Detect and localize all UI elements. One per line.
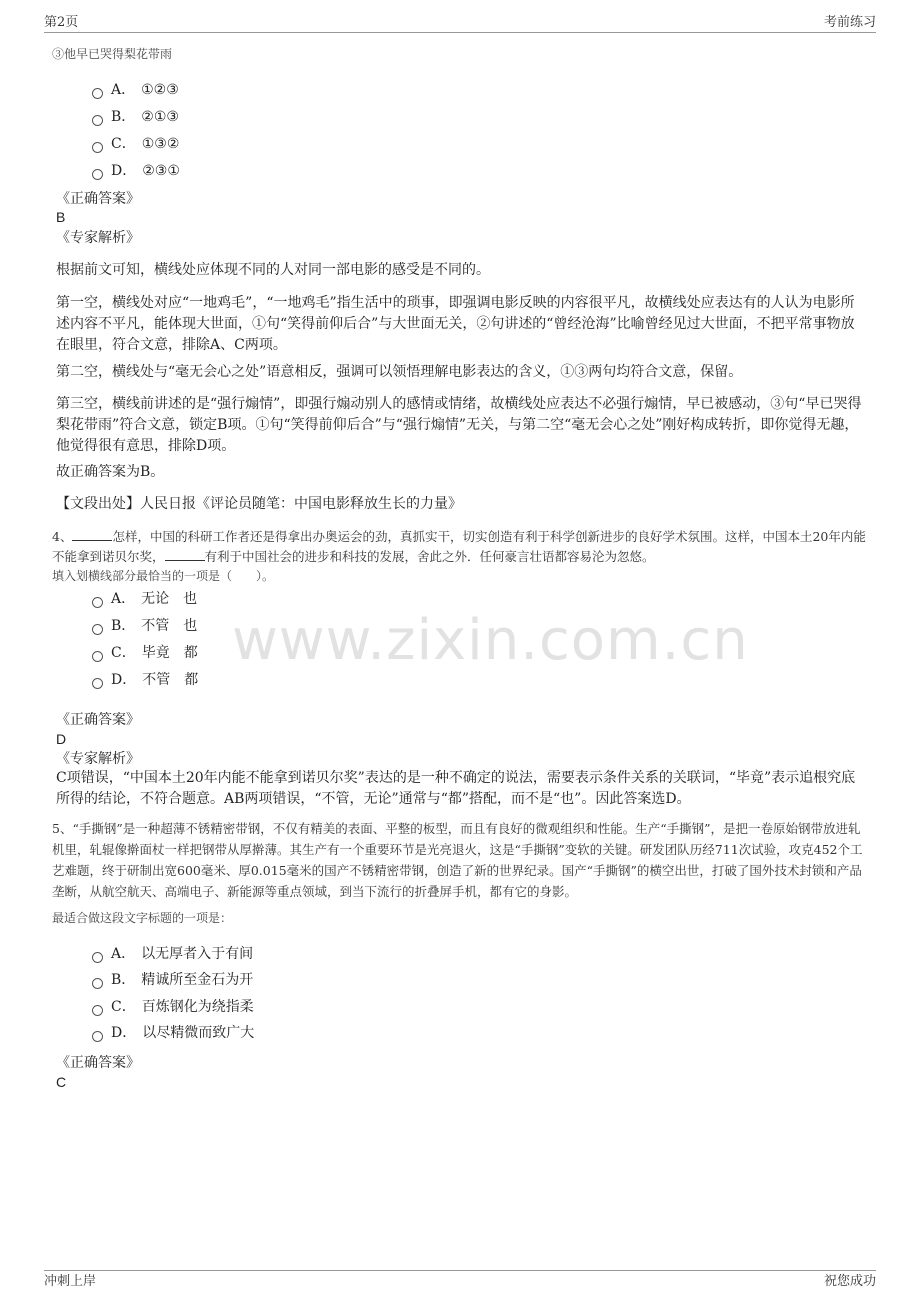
option-text: ①②③: [141, 82, 179, 98]
q4-option-b[interactable]: [92, 616, 197, 636]
q4-answer-title: 《正确答案》: [56, 712, 140, 728]
radio-icon[interactable]: [92, 169, 103, 180]
radio-icon[interactable]: [92, 651, 103, 662]
page-footer: [44, 1270, 876, 1289]
q4-analysis-title: 《专家解析》: [56, 751, 140, 767]
option-label: B．: [111, 618, 136, 634]
q3-option-c[interactable]: [92, 134, 179, 154]
option-text: 以无厚者入于有间: [141, 946, 254, 962]
q3-analysis-p2: 第一空，横线处对应“一地鸡毛”，“一地鸡毛”指生活中的琐事，即强调电影反映的内容很平凡，故横线处应表达有的人认为电影所述内容不平凡，能体现大世面，①句“笑得前仰后合”与大世面无关，②句讲述的“曾经沧海”比喻曾经见过大世面，不把平常事物放在眼里，符合文意，排除A、C两项。: [56, 295, 855, 353]
q3-source: 【文段出处】人民日报《评论员随笔：中国电影释放生长的力量》: [56, 496, 462, 512]
q3-answer: B: [56, 209, 66, 225]
radio-icon[interactable]: [92, 115, 103, 126]
option-label: D．: [111, 672, 137, 688]
option-text: 毕竟 都: [141, 645, 198, 661]
q5-option-b[interactable]: [92, 970, 253, 990]
page-number: 第2页: [44, 15, 79, 30]
q4-stem: [52, 527, 870, 567]
option-label: A．: [111, 591, 136, 607]
q5-stem: 5、“手撕钢”是一种超薄不锈精密带钢，不仅有精美的表面、平整的板型，而且有良好的微观组织和性能。生产“手撕钢”，是把一卷原始钢带放进轧机里，轧辊像擀面杖一样把钢带从厚擀薄。其生产有一个重要环节是光亮退火，这是“手撕钢”变软的关键。研发团队历经711次试验，攻克452个工艺难题，终于研制出宽600毫米、厚0.015毫米的国产不锈精密带钢，创造了新的世界纪录。国产“手撕钢”的横空出世，打破了国外技术封锁和产品垄断，从航空航天、高端电子、新能源等重点领域，到当下流行的折叠屏手机，都有它的身影。: [52, 821, 863, 899]
q5-answer: C: [56, 1074, 67, 1090]
radio-icon[interactable]: [92, 88, 103, 99]
option-label: A．: [111, 82, 136, 98]
q3-option-a[interactable]: [92, 80, 179, 100]
header-title: 考前练习: [823, 15, 876, 30]
radio-icon[interactable]: [92, 1031, 103, 1042]
option-text: ②③①: [142, 163, 180, 179]
q3-analysis-p1: 根据前文可知，横线处应体现不同的人对同一部电影的感受是不同的。: [56, 262, 490, 278]
blank-2: [165, 548, 205, 561]
q5-option-c[interactable]: [92, 997, 254, 1017]
watermark: www.zixin.com.cn: [232, 608, 749, 673]
option-text: ①③②: [141, 136, 180, 152]
radio-icon[interactable]: [92, 624, 103, 635]
option-label: C．: [111, 999, 136, 1015]
option-label: B．: [111, 972, 136, 988]
q4-text-b: 有利于中国社会的进步和科技的发展，舍此之外．任何豪言壮语都容易沦为忽悠。: [204, 549, 655, 564]
radio-icon[interactable]: [92, 978, 103, 989]
option-text: 百炼钢化为绕指柔: [141, 999, 254, 1015]
radio-icon[interactable]: [92, 678, 103, 689]
q4-analysis: C项错误，“中国本土20年内能不能拿到诺贝尔奖”表达的是一种不确定的说法，需要表示条件关系的关联词，“毕竟”表示追根究底所得的结论，不符合题意。AB两项错误，“不管，无论”通常与“都”搭配，而不是“也”。因此答案选D。: [56, 770, 856, 807]
q5-option-a[interactable]: [92, 944, 253, 964]
radio-icon[interactable]: [92, 1005, 103, 1016]
option-text: 不管 也: [141, 618, 198, 634]
option-label: A．: [111, 946, 136, 962]
option-label: C．: [111, 645, 136, 661]
q4-option-c[interactable]: [92, 643, 198, 663]
option-label: D．: [111, 163, 137, 179]
q3-option-d[interactable]: [92, 161, 180, 181]
q5-answer-title: 《正确答案》: [56, 1055, 140, 1071]
q5-prompt: 最适合做这段文字标题的一项是：: [52, 911, 233, 925]
q3-answer-title: 《正确答案》: [56, 191, 140, 207]
option-text: 无论 也: [141, 591, 198, 607]
page-header: [44, 14, 876, 33]
option-label: C．: [111, 136, 136, 152]
question-number: 4、: [52, 529, 73, 544]
radio-icon[interactable]: [92, 597, 103, 608]
q4-answer: D: [56, 731, 67, 747]
q4-option-d[interactable]: [92, 670, 198, 690]
q3-option-b[interactable]: [92, 107, 179, 127]
q3-tail-line: ③他早已哭得梨花带雨: [52, 47, 173, 61]
blank-1: [72, 528, 112, 541]
q3-analysis-p3: 第二空，横线处与“毫无会心之处”语意相反，强调可以领悟理解电影表达的含义，①③两句均符合文意，保留。: [56, 364, 743, 380]
option-text: 精诚所至金石为开: [141, 972, 254, 988]
option-text: 不管 都: [142, 672, 199, 688]
option-label: D．: [111, 1025, 137, 1041]
q4-prompt: 填入划横线部分最恰当的一项是（ ）。: [52, 569, 275, 583]
radio-icon[interactable]: [92, 142, 103, 153]
footer-right: 祝您成功: [823, 1274, 876, 1289]
footer-left: 冲刺上岸: [44, 1274, 97, 1289]
q5-option-d[interactable]: [92, 1023, 254, 1043]
radio-icon[interactable]: [92, 952, 103, 963]
q3-analysis-p5: 故正确答案为B。: [56, 464, 165, 480]
q4-option-a[interactable]: [92, 589, 197, 609]
option-text: 以尽精微而致广大: [142, 1025, 255, 1041]
q4-text-a: 怎样，中国的科研工作者还是得拿出办奥运会的劲，真抓实干，切实创造有利于科学创新进步的良好学术氛围。这样，中国本土20年内能不能拿到诺贝尔奖，: [52, 529, 866, 564]
q3-analysis-title: 《专家解析》: [56, 230, 140, 246]
option-text: ②①③: [141, 109, 179, 125]
q3-analysis-p4: 第三空，横线前讲述的是“强行煽情”，即强行煽动别人的感情或情绪，故横线处应表达不必强行煽情，早已被感动，③句“早已哭得梨花带雨”符合文意，锁定B项。①句“笑得前仰后合”与“强行煽情”无关，与第二空“毫无会心之处”刚好构成转折，即你觉得无趣，他觉得很有意思，排除D项。: [56, 396, 862, 454]
option-label: B．: [111, 109, 136, 125]
